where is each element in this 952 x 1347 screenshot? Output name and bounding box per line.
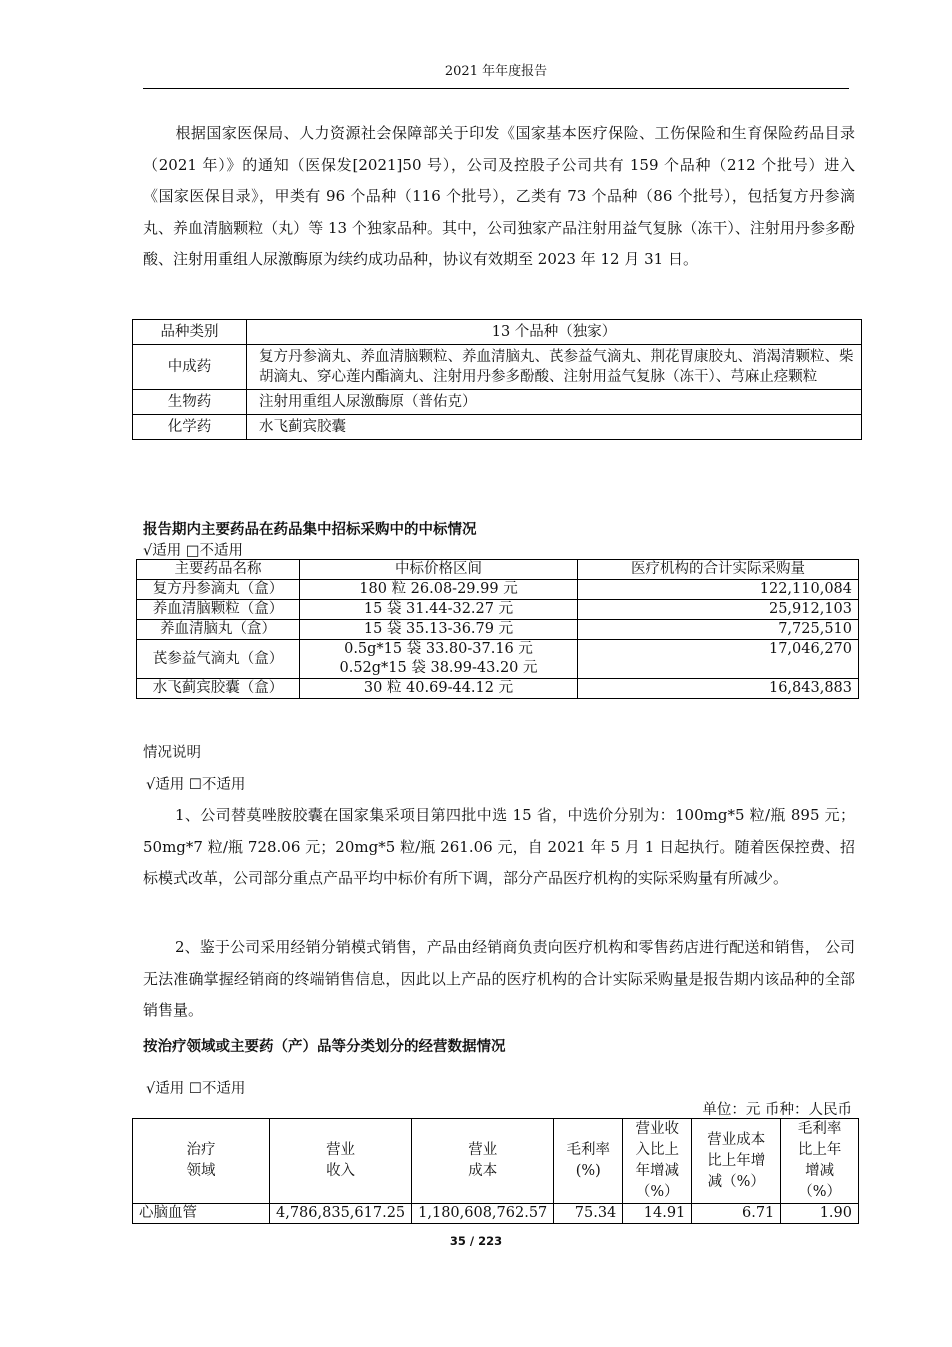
intro-text: 根据国家医保局、人力资源社会保障部关于印发《国家基本医疗保险、工伤保险和生育保险药品目录（2021 年）》的通知（医保发[2021]50 号），公司及控股子公司共有 159 个品种（212 个批号）进入《国家医保目录》，甲类有 96 个品种（116 个批号），乙类有 73 个品种（86 个批号），包括复方丹参滴丸、养血清脑颗粒（丸）等 13 个独家品种。其中，公司独家产品注射用益气复脉（冻干）、注射用丹参多酚酸、注射用重组人尿激酶原为续约成功品种，协议有效期至 2023 年 12 月 31 日。 [143, 124, 855, 269]
header-line: 营业 [468, 1142, 498, 1158]
drug-name: 养血清脑丸（盒） [137, 620, 300, 640]
category-cell: 生物药 [133, 390, 247, 415]
revenue-change-cell: 14.91 [623, 1204, 692, 1224]
drug-name: 复方丹参滴丸（盒） [137, 580, 300, 600]
situation-label: 情况说明 [143, 745, 201, 761]
items-cell: 复方丹参滴丸、养血清脑颗粒、养血清脑丸、芪参益气滴丸、荆花胃康胶丸、消渴清颗粒、柴胡滴丸、穿心莲内酯滴丸、注射用丹参多酚酸、注射用益气复脉（冻干）、芎麻止痉颗粒 [247, 345, 862, 390]
price-range: 30 粒 40.69-44.12 元 [300, 679, 578, 699]
header-line: 增减 [805, 1163, 835, 1179]
header-line: 比上年 [797, 1142, 842, 1158]
ops-table [132, 1118, 859, 1224]
purchase-qty: 122,110,084 [578, 580, 859, 600]
ops-unit: 单位：元 币种：人民币 [702, 1102, 852, 1118]
purchase-qty: 16,843,883 [578, 679, 859, 699]
price-range: 15 袋 31.44-32.27 元 [300, 600, 578, 620]
category-cell: 化学药 [133, 415, 247, 440]
column-header [623, 1119, 692, 1204]
price-range-line: 0.52g*15 袋 38.99-43.20 元 [339, 660, 538, 676]
items-cell: 水飞蓟宾胶囊 [247, 415, 862, 440]
table-header-cell: 品种类别 [133, 320, 247, 345]
header-divider [143, 88, 849, 89]
table-row [137, 600, 859, 620]
exclusive-products-table [132, 319, 862, 440]
header-line: 营业成本 [707, 1131, 766, 1148]
column-header [554, 1119, 623, 1204]
column-header [692, 1119, 781, 1204]
purchase-qty: 7,725,510 [578, 620, 859, 640]
table-row [133, 415, 862, 440]
intro-paragraph [143, 118, 855, 276]
drug-name: 水飞蓟宾胶囊（盒） [137, 679, 300, 699]
table-header-cell: 13 个品种（独家） [247, 320, 862, 345]
table-row [133, 345, 862, 390]
margin-change-cell: 1.90 [781, 1204, 859, 1224]
column-header [781, 1119, 859, 1204]
table-row [133, 1204, 859, 1224]
header-line: 营业 [326, 1142, 356, 1158]
situation-paragraph-2 [143, 932, 855, 1027]
category-cell: 中成药 [133, 345, 247, 390]
area-cell: 心脑血管 [133, 1204, 270, 1224]
table-row [137, 620, 859, 640]
header-line: 毛利率 [566, 1142, 611, 1158]
situation-paragraph-1 [143, 800, 855, 895]
drug-name: 芪参益气滴丸（盒） [137, 640, 300, 679]
table-row [137, 679, 859, 699]
table-row [137, 640, 859, 679]
header-line: 营业收 [635, 1121, 680, 1137]
ops-section-title: 按治疗领域或主要药（产）品等分类划分的经营数据情况 [143, 1039, 506, 1055]
bid-applicability: √适用 □不适用 [143, 543, 244, 559]
cost-cell: 1,180,608,762.57 [412, 1204, 554, 1224]
header-line: 成本 [468, 1163, 498, 1179]
drug-name: 养血清脑颗粒（盒） [137, 600, 300, 620]
header-line: （%） [798, 1184, 842, 1200]
header-line: 减（%） [707, 1173, 765, 1190]
situation-text-1: 1、公司替莫唑胺胶囊在国家集采项目第四批中选 15 省，中选价分别为：100mg*5 粒/瓶 895 元；50mg*7 粒/瓶 728.06 元；20mg*5 粒/瓶 261.06 元，自 2021 年 5 月 1 日起执行。随着医保控费、招标模式改革，公司部分重点产品平均中标价有所下调，部分产品医疗机构的实际采购量有所减少。 [143, 806, 855, 888]
header-line: 收入 [326, 1163, 356, 1179]
column-header [270, 1119, 412, 1204]
header-line: 比上年增 [707, 1152, 766, 1169]
bid-table [136, 559, 859, 699]
table-row [137, 580, 859, 600]
situation-applicability: √适用 ☐不适用 [146, 777, 246, 793]
page-header: 2021 年年度报告 [444, 64, 548, 79]
header-line: (%) [575, 1163, 601, 1179]
revenue-cell: 4,786,835,617.25 [270, 1204, 412, 1224]
header-line: 入比上 [635, 1142, 680, 1158]
page-number: 35 / 223 [449, 1234, 503, 1248]
header-line: 年增减 [635, 1163, 680, 1179]
column-header: 主要药品名称 [137, 560, 300, 580]
column-header [412, 1119, 554, 1204]
table-row [133, 390, 862, 415]
header-line: 领域 [186, 1163, 216, 1179]
price-range: 180 粒 26.08-29.99 元 [300, 580, 578, 600]
cost-change-cell: 6.71 [692, 1204, 781, 1224]
ops-applicability: √适用 ☐不适用 [146, 1081, 246, 1097]
margin-cell: 75.34 [554, 1204, 623, 1224]
bid-section-title: 报告期内主要药品在药品集中招标采购中的中标情况 [143, 522, 477, 538]
header-line: 治疗 [186, 1142, 216, 1158]
situation-text-2: 2、鉴于公司采用经销分销模式销售，产品由经销商负责向医疗机构和零售药店进行配送和销售， 公司无法准确掌握经销商的终端销售信息，因此以上产品的医疗机构的合计实际采购量是报告期内该品种的全部销售量。 [143, 938, 855, 1020]
price-range: 15 袋 35.13-36.79 元 [300, 620, 578, 640]
table-header-row [137, 560, 859, 580]
column-header [133, 1119, 270, 1204]
items-cell: 注射用重组人尿激酶原（普佑克） [247, 390, 862, 415]
table-header-row [133, 320, 862, 345]
purchase-qty: 25,912,103 [578, 600, 859, 620]
column-header: 中标价格区间 [300, 560, 578, 580]
price-range-line: 0.5g*15 袋 33.80-37.16 元 [344, 641, 533, 657]
header-line: （%） [635, 1184, 679, 1200]
table-header-row [133, 1119, 859, 1204]
header-line: 毛利率 [797, 1121, 842, 1137]
purchase-qty: 17,046,270 [578, 640, 859, 679]
column-header: 医疗机构的合计实际采购量 [578, 560, 859, 580]
price-range [300, 640, 578, 679]
